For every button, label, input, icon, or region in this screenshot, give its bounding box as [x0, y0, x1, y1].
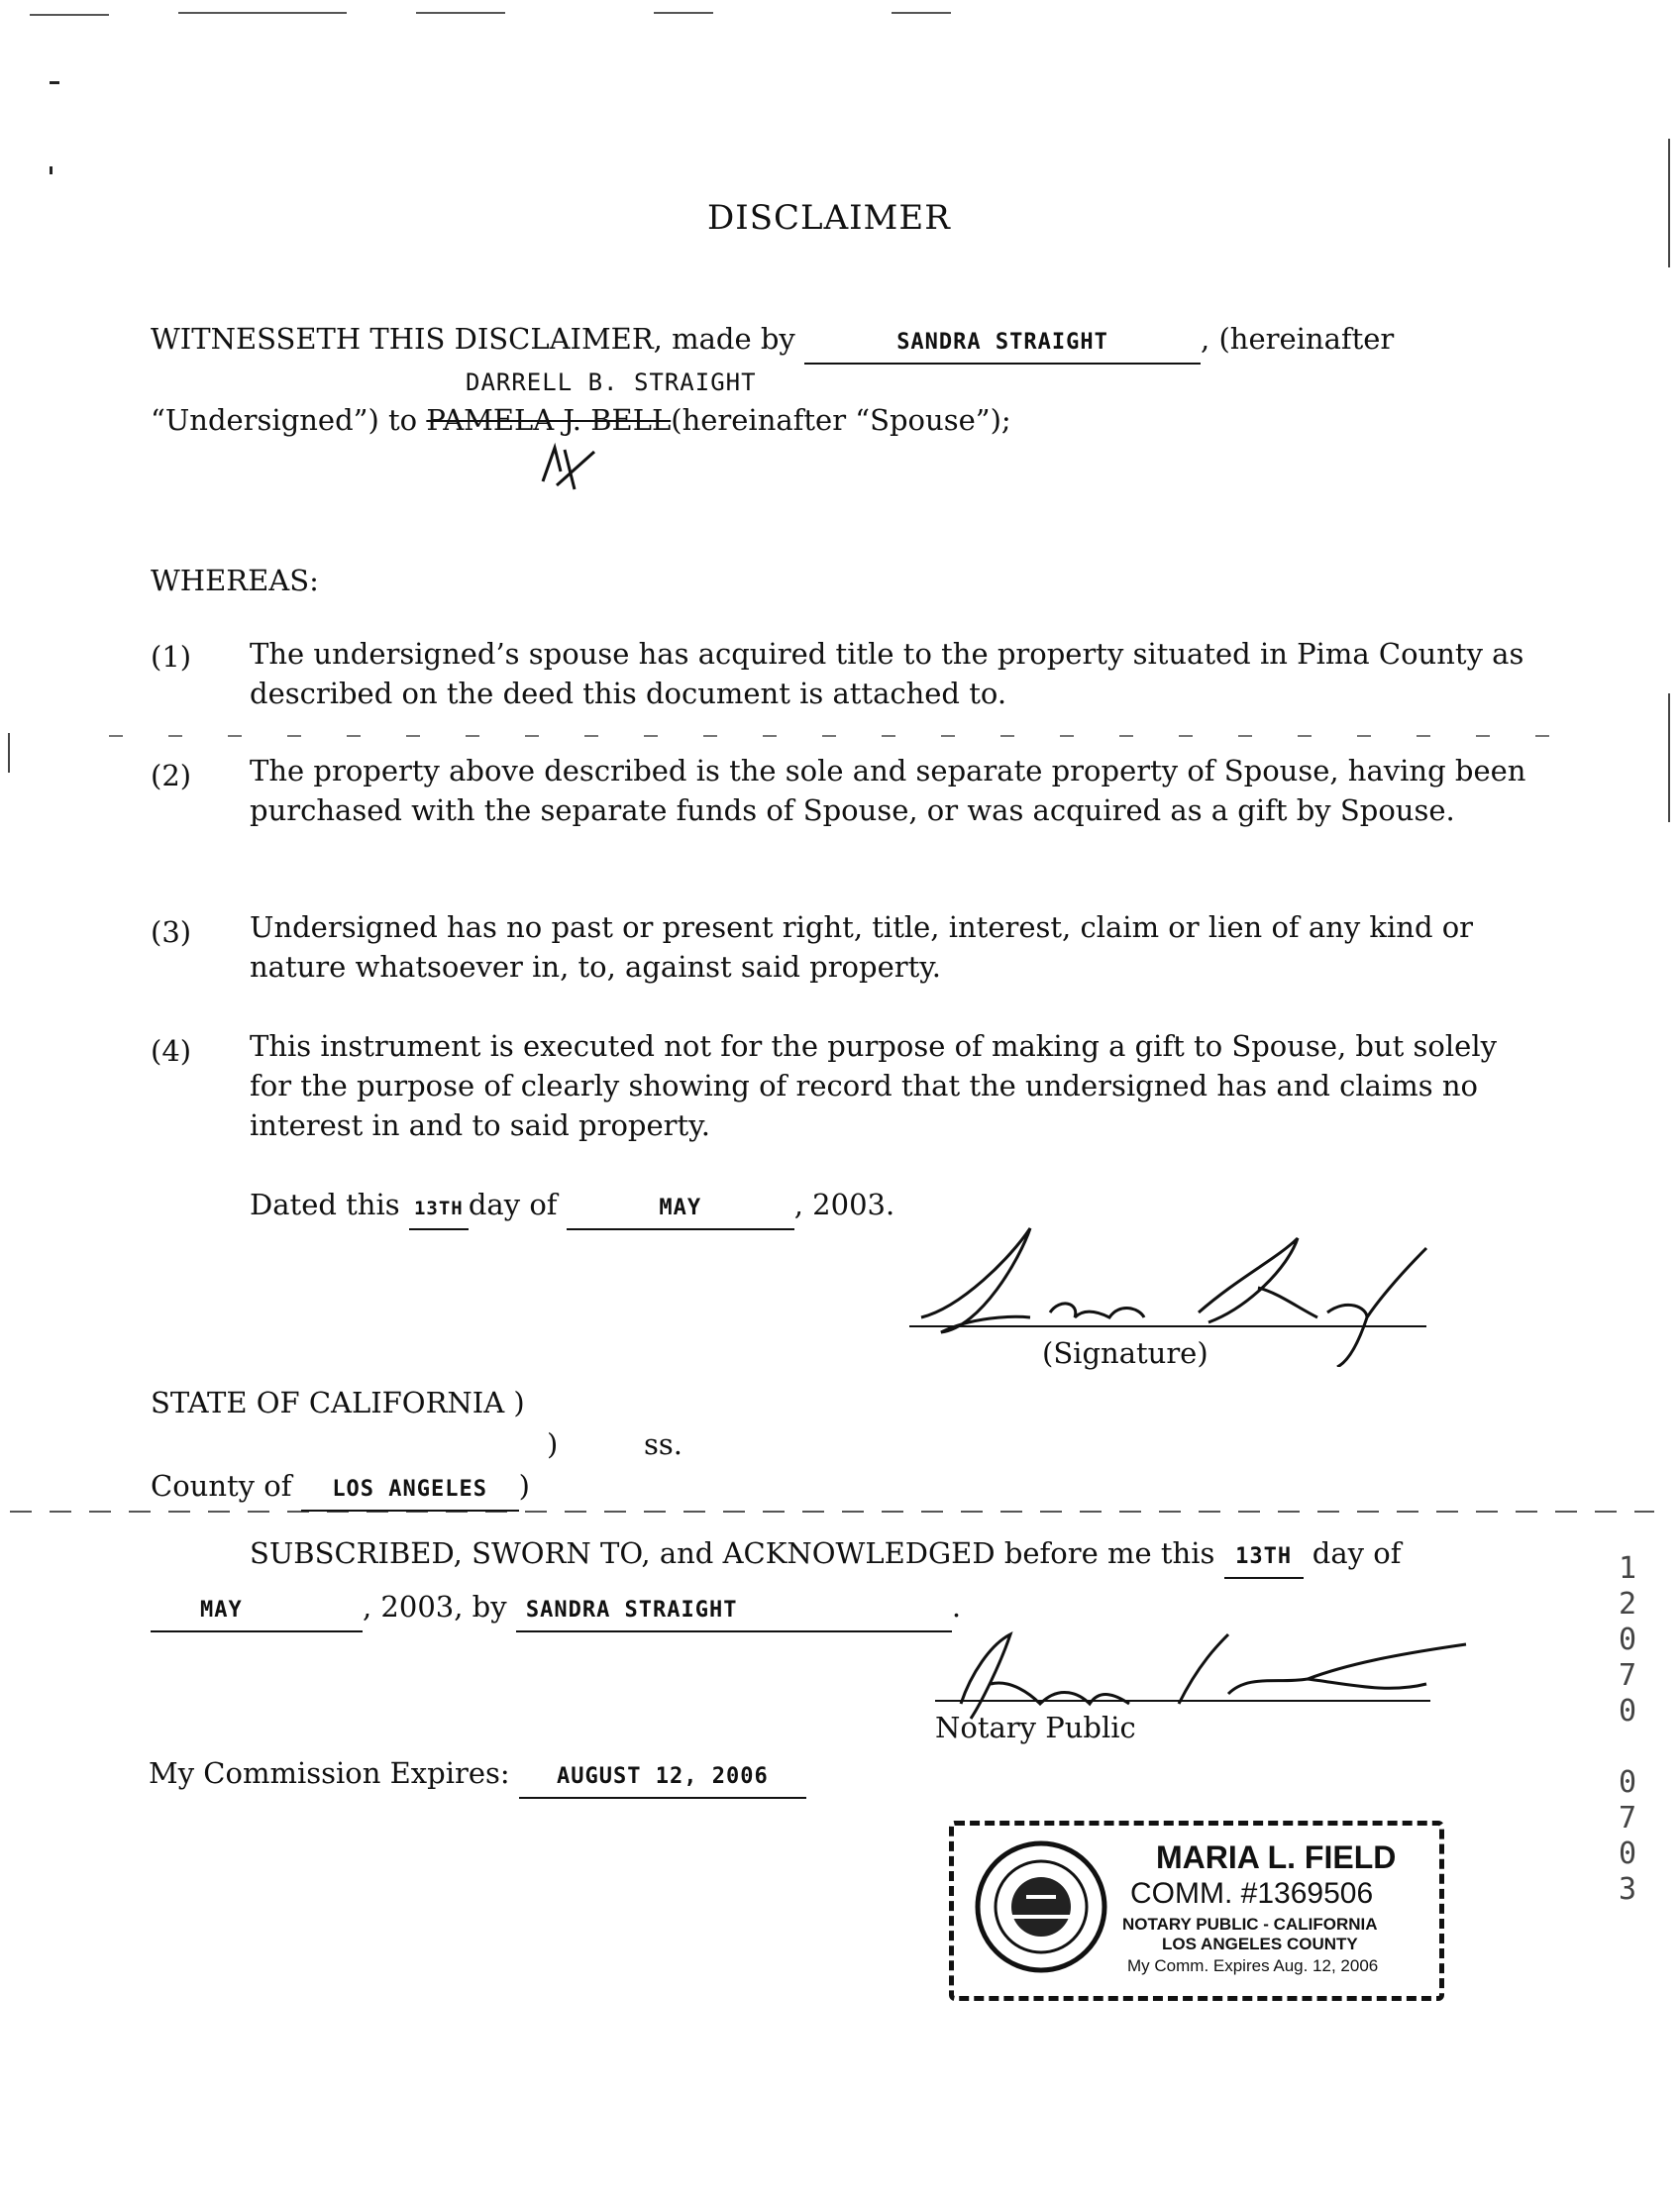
- county-field: LOS ANGELES: [301, 1470, 519, 1512]
- state-seal-icon: [972, 1837, 1110, 1976]
- commission-line: [149, 1753, 806, 1799]
- notary-label: Notary Public: [935, 1711, 1136, 1744]
- scan-mark: [109, 735, 1595, 737]
- jurat-day-of: day of: [1312, 1536, 1402, 1570]
- undersigned-name-field: SANDRA STRAIGHT: [804, 323, 1201, 365]
- dated-line: [250, 1185, 894, 1230]
- jurat-month-field: MAY: [151, 1591, 363, 1632]
- scan-speck: [50, 166, 52, 174]
- county-label: County of: [151, 1469, 292, 1503]
- venue-state: [151, 1383, 525, 1422]
- dated-year: , 2003.: [793, 1188, 895, 1221]
- whereas-heading: WHEREAS:: [151, 564, 319, 597]
- clause-text: The property above described is the sole and separate property of Spouse, having been purchased with the separate funds of Spouse, or was acquired as a gift by Spouse.: [250, 754, 1526, 827]
- spouse-name-inserted: DARRELL B. STRAIGHT: [466, 368, 757, 396]
- jurat-name-field: SANDRA STRAIGHT: [516, 1591, 952, 1632]
- intro-text-1: WITNESSETH THIS DISCLAIMER, made by: [151, 322, 795, 356]
- venue-state-text: STATE OF CALIFORNIA: [151, 1386, 505, 1419]
- jurat-text: SUBSCRIBED, SWORN TO, and ACKNOWLEDGED before me this: [250, 1536, 1215, 1570]
- stamp-comm: COMM. #1369506: [1130, 1877, 1374, 1910]
- intro-text-2: , (hereinafter: [1201, 322, 1395, 356]
- intro-line-1: [151, 319, 1394, 365]
- clause-number: (4): [151, 1034, 192, 1068]
- intro-line-2: [151, 400, 1011, 440]
- clause-number: (2): [151, 759, 192, 792]
- notary-signature-line: [935, 1700, 1430, 1702]
- scan-mark: [1668, 139, 1670, 267]
- clause-number: (1): [151, 640, 192, 674]
- commission-date-field: AUGUST 12, 2006: [519, 1757, 806, 1799]
- scan-mark: [892, 12, 951, 14]
- scan-mark: [30, 14, 109, 16]
- clause-text: The undersigned’s spouse has acquired title to the property situated in Pima County as described on the deed this document is attached to.: [250, 637, 1524, 710]
- signature-label: (Signature): [1042, 1336, 1208, 1370]
- stamp-line4: LOS ANGELES COUNTY: [1162, 1935, 1358, 1953]
- stamp-line3: NOTARY PUBLIC - CALIFORNIA: [1122, 1915, 1378, 1934]
- scan-mark: [654, 12, 713, 14]
- clause-text: This instrument is executed not for the purpose of making a gift to Spouse, but solely for the purpose of clearly showing of record that the undersigned has and claims no interest in and to said property.: [250, 1029, 1497, 1142]
- scan-mark: [1668, 693, 1670, 822]
- record-number: 1 2 0 7 0 0 7 0 3: [1619, 1551, 1637, 1907]
- spouse-name-struck: PAMELA J. BELL: [426, 403, 672, 437]
- jurat-day-field: 13TH: [1224, 1537, 1304, 1579]
- notary-stamp: [949, 1821, 1444, 2001]
- clause-text: Undersigned has no past or present right, title, interest, claim or lien of any kind or nature whatsoever in, to, against said property.: [250, 910, 1474, 984]
- initials-mark: [535, 442, 604, 495]
- signature-line: [909, 1325, 1426, 1327]
- venue-ss: ss.: [644, 1427, 682, 1461]
- intro-text-3: “Undersigned”) to: [151, 403, 418, 437]
- document-title: DISCLAIMER: [707, 198, 951, 238]
- venue-paren-3: ): [518, 1469, 530, 1503]
- stamp-line5: My Comm. Expires Aug. 12, 2006: [1127, 1956, 1379, 1975]
- clause-number: (3): [151, 915, 192, 949]
- jurat-line-2: [151, 1587, 961, 1632]
- venue-paren: ): [513, 1386, 525, 1419]
- scan-speck: [50, 81, 59, 84]
- jurat-line-1: [250, 1533, 1401, 1579]
- scan-mark: [8, 733, 10, 773]
- venue-county: [151, 1466, 530, 1512]
- jurat-year-by: , 2003, by: [363, 1590, 507, 1624]
- scan-mark: [416, 12, 505, 14]
- dated-month-field: MAY: [567, 1189, 794, 1230]
- intro-text-4: (hereinafter “Spouse”);: [671, 403, 1011, 437]
- jurat-end: .: [951, 1590, 962, 1624]
- dated-prefix: Dated this: [250, 1188, 400, 1221]
- scan-mark: [178, 12, 347, 14]
- stamp-name: MARIA L. FIELD: [1156, 1839, 1397, 1875]
- dated-mid: day of: [468, 1188, 558, 1221]
- commission-label: My Commission Expires:: [149, 1756, 510, 1790]
- dated-day-field: 13TH: [409, 1189, 469, 1230]
- venue-paren-2: ): [547, 1427, 559, 1461]
